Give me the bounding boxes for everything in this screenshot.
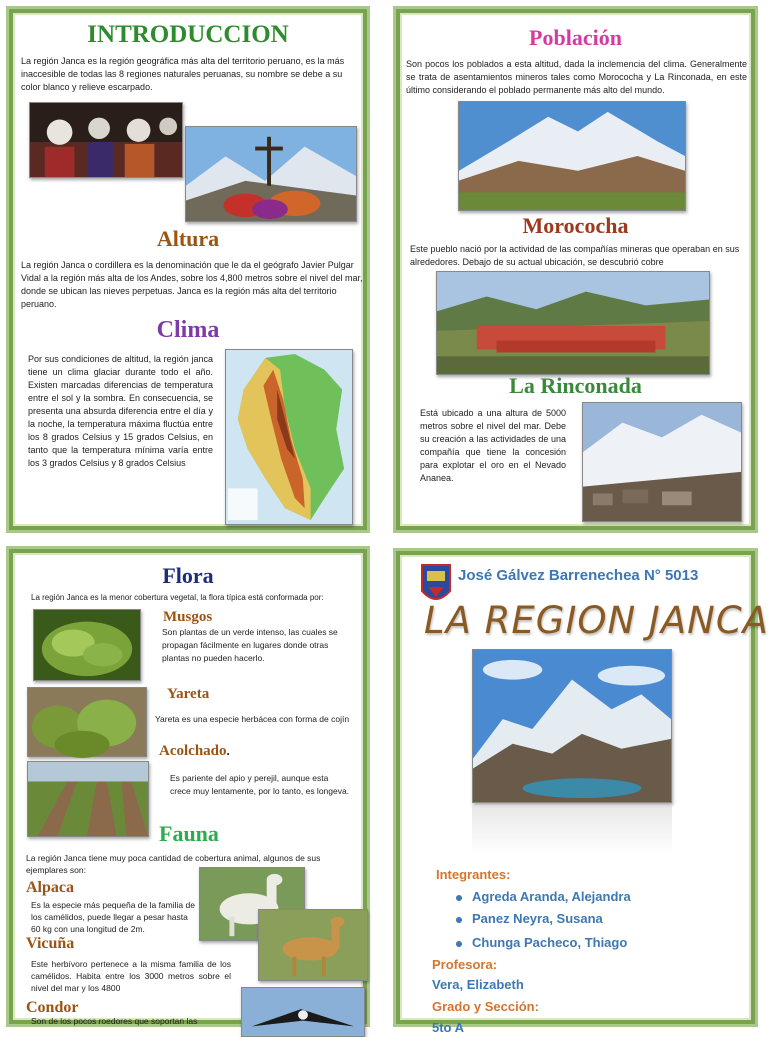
teacher-name: Vera, Elizabeth — [432, 977, 524, 992]
vicuna-title: Vicuña — [26, 935, 75, 952]
morococha-title: Morococha — [522, 213, 629, 238]
member-name: Panez Neyra, Susana — [472, 911, 603, 926]
morococha-text: Este pueblo nació por la actividad de las compañías mineras que operaban en sus alrededores. Debajo de su actual ubicación, se descubrió cobre — [410, 244, 740, 267]
member-item — [456, 889, 631, 904]
fauna-title: Fauna — [159, 821, 219, 846]
vicuna-text: Este herbívoro pertenece a la misma familia de los camélidos. Habita entre los 3000 metros sobre el nivel del mar y los 4800 — [31, 959, 231, 993]
alpaca-title: Alpaca — [26, 879, 74, 896]
acolchado-text: Es pariente del apio y perejil, aunque esta crece muy lentamente, por lo tanto, es longeva. — [170, 773, 350, 796]
morococha-town-photo — [436, 271, 710, 375]
acolchado-photo — [27, 761, 149, 837]
members-label: Integrantes: — [436, 867, 511, 882]
altura-title: Altura — [156, 226, 220, 251]
member-name: Chunga Pacheco, Thiago — [472, 935, 628, 950]
peru-map-image — [225, 349, 353, 525]
panel-poblacion — [396, 9, 755, 530]
acolchado-punct: . — [226, 743, 230, 758]
grade-label: Grado y Sección: — [432, 999, 539, 1014]
condor-text: Son de los pocos roedores que soportan las — [31, 1016, 198, 1026]
poblacion-text: Son pocos los poblados a esta altitud, dada la inclemencia del clima. Generalmente se trata de asentamientos mineros tales como Morococha y La Rinconada, en este último considerando el poblado permanente más alto del mundo. — [406, 59, 747, 95]
condor-photo — [241, 987, 365, 1037]
member-name: Agreda Aranda, Alejandra — [472, 889, 631, 904]
yareta-text: Yareta es una especie herbácea con forma de cojín — [155, 714, 350, 724]
bullet-icon — [456, 941, 462, 947]
panel-introduccion — [9, 9, 367, 530]
clima-title: Clima — [156, 317, 220, 343]
flora-intro: La región Janca es la menor cobertura vegetal, la flora típica está conformada por: — [31, 593, 324, 602]
rinconada-town-photo — [582, 402, 742, 522]
clima-text: Por sus condiciones de altitud, la región janca tiene un clima glaciar durante todo el año. Existen marcadas diferencias de temperatura entre el sol y la sombra. En consecuencia, se presenta una absurda diferencia entre el día y la noche, la temperatura máxima fluctúa entre los 8 grados Celsius y 15 grados Celsius, en tanto que la temperatura mínima varía entre los 3 grados Celsius y 8 grados Celsius — [28, 354, 213, 468]
musgos-title: Musgos — [163, 609, 213, 625]
flora-title: Flora — [162, 563, 214, 588]
school-name: José Gálvez Barrenechea N° 5013 — [458, 567, 699, 584]
acolchado-heading — [159, 743, 230, 760]
vicuna-photo — [258, 909, 368, 981]
panel-cover — [396, 551, 769, 1035]
teacher-label: Profesora: — [432, 957, 498, 972]
yareta-photo — [27, 687, 147, 757]
yareta-title: Yareta — [167, 686, 210, 702]
bullet-icon — [456, 917, 462, 923]
alpaca-text: Es la especie más pequeña de la familia de los camélidos, puede llegar a pesar hasta 60 kg con una longitud de 2m. — [31, 900, 195, 934]
altura-text: La región Janca o cordillera es la denominación que le da el geógrafo Javier Pulgar Vidal a la región más alta de los Andes, sobre los 4,800 metros sobre el nivel del mar, donde se ubican las nieves perpetuas. Janca es la región más alta del territorio peruano. — [21, 260, 363, 309]
rinconada-text: Está ubicado a una altura de 5000 metros sobre el nivel del mar. Debe su creación a las actividades de una compañía que tiene la concesión para explotar el oro en el Nevado Ananea. — [420, 408, 566, 483]
cover-title: LA REGION JANCA — [424, 599, 769, 642]
mountain-cross-photo — [185, 126, 357, 222]
fauna-intro: La región Janca tiene muy poca cantidad de cobertura animal, algunos de sus ejemplares son: — [26, 853, 321, 875]
rinconada-title: La Rinconada — [509, 373, 642, 398]
bullet-icon — [456, 895, 462, 901]
cover-glacier-photo — [472, 649, 672, 803]
grade-value: 5to A — [432, 1020, 465, 1035]
panel-flora-fauna — [9, 549, 367, 1024]
member-item — [456, 935, 627, 950]
poblacion-title: Población — [529, 25, 622, 50]
intro-text: La región Janca es la región geográfica más alta del territorio peruano, es la más inaccesible de todas las 8 regiones naturales peruanas, su nombre se debe a su color blanco y relieve escarpado. — [21, 56, 345, 92]
member-item — [456, 911, 603, 926]
intro-title: INTRODUCCION — [87, 21, 289, 48]
masked-dancers-photo — [29, 102, 183, 178]
acolchado-title: Acolchado — [159, 743, 227, 759]
cover-photo-reflection — [472, 805, 672, 855]
musgos-photo — [33, 609, 141, 681]
snowy-peaks-photo — [458, 101, 686, 211]
condor-title: Condor — [26, 999, 79, 1016]
musgos-text: Son plantas de un verde intenso, las cuales se propagan fácilmente en lugares donde otras plantas no pueden hacerlo. — [162, 627, 338, 663]
